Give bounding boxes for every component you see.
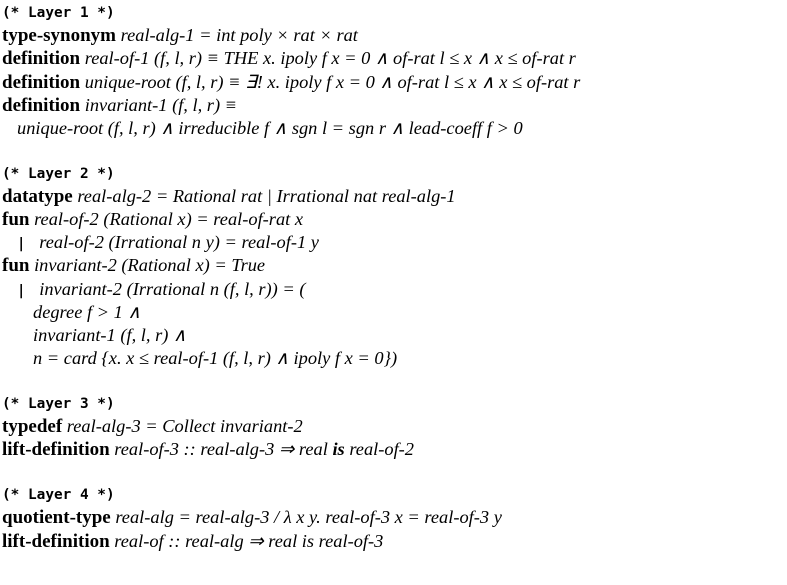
layer1-line-3: [2, 71, 785, 94]
layer3-line-1: [2, 415, 785, 438]
layer2-line-2: [2, 208, 785, 231]
keyword: definition: [2, 48, 81, 70]
layer1-line-4: [2, 94, 785, 117]
layer3-comment-line: [2, 392, 785, 415]
statement-body: real-of-2: [344, 439, 415, 460]
keyword: definition: [2, 71, 81, 93]
statement-body: unique-root (f, l, r) ≡ ∃! x. ipoly f x = 0 ∧ of-rat l ≤ x ∧ x ≤ of-rat r: [80, 71, 581, 92]
layer4-comment-line: [2, 483, 785, 506]
statement-body: real-alg-2 = Rational rat | Irrational nat real-alg-1: [72, 185, 456, 206]
layer1-line-5: [2, 117, 785, 140]
keyword: datatype: [2, 185, 73, 207]
statement-body: invariant-2 (Irrational n (f, l, r)) = (: [25, 278, 306, 299]
statement-body: real-alg-3 = Collect invariant-2: [62, 416, 303, 437]
statement-body: real-alg = real-alg-3 / λ x y. real-of-3 x = real-of-3 y: [110, 507, 502, 528]
blank-line: [2, 370, 785, 392]
statement-body: real-of-1 (f, l, r) ≡ THE x. ipoly f x = 0 ∧ of-rat l ≤ x ∧ x ≤ of-rat r: [80, 48, 576, 69]
layer4-line-2: [2, 530, 785, 553]
layer2-line-6: [2, 301, 785, 324]
case-bar: |: [17, 282, 26, 299]
layer3-line-2: [2, 438, 785, 461]
layer1-comment: (* Layer 1 *): [2, 5, 115, 21]
keyword: lift-definition: [2, 439, 110, 461]
layer2-line-7: [2, 324, 785, 347]
keyword: type-synonym: [2, 25, 117, 47]
keyword: fun: [2, 209, 30, 231]
keyword: quotient-type: [2, 507, 111, 529]
statement-body: real-of-3 :: real-alg-3 ⇒ real: [109, 439, 333, 460]
layer1-comment-line: [2, 1, 785, 24]
keyword: typedef: [2, 416, 63, 438]
statement-body: invariant-1 (f, l, r) ≡: [80, 94, 238, 115]
layer2-comment-line: [2, 162, 785, 185]
layer3-comment: (* Layer 3 *): [2, 396, 115, 412]
layer1-line-2: [2, 47, 785, 70]
blank-line: [2, 462, 785, 484]
layer4-line-1: [2, 506, 785, 529]
layer1-line-1: [2, 24, 785, 47]
statement-body: n = card {x. x ≤ real-of-1 (f, l, r) ∧ ipoly f x = 0}): [33, 348, 398, 369]
layer2-line-3: [2, 231, 785, 254]
case-bar: |: [17, 236, 26, 253]
statement-body: degree f > 1 ∧: [33, 301, 141, 322]
layer2-line-5: [2, 278, 785, 301]
keyword: fun: [2, 255, 30, 277]
code-listing: [2, 1, 785, 553]
statement-body: unique-root (f, l, r) ∧ irreducible f ∧ sgn l = sgn r ∧ lead-coeff f > 0: [17, 117, 523, 138]
statement-body: real-of-2 (Irrational n y) = real-of-1 y: [25, 232, 319, 253]
statement-body: real-alg-1 = int poly × rat × rat: [116, 25, 358, 46]
layer2-line-1: [2, 185, 785, 208]
keyword: lift-definition: [2, 530, 110, 552]
statement-body: real-of-2 (Rational x) = real-of-rat x: [29, 209, 304, 230]
layer2-line-8: [2, 347, 785, 370]
statement-body: invariant-2 (Rational x) = True: [29, 255, 266, 276]
blank-line: [2, 140, 785, 162]
layer2-comment: (* Layer 2 *): [2, 165, 115, 182]
statement-body: invariant-1 (f, l, r) ∧: [33, 325, 187, 346]
layer4-comment: (* Layer 4 *): [2, 487, 115, 504]
layer2-line-4: [2, 254, 785, 277]
statement-body: real-of :: real-alg ⇒ real is real-of-3: [109, 530, 384, 551]
keyword: definition: [2, 94, 81, 116]
is-keyword: is: [332, 439, 345, 460]
